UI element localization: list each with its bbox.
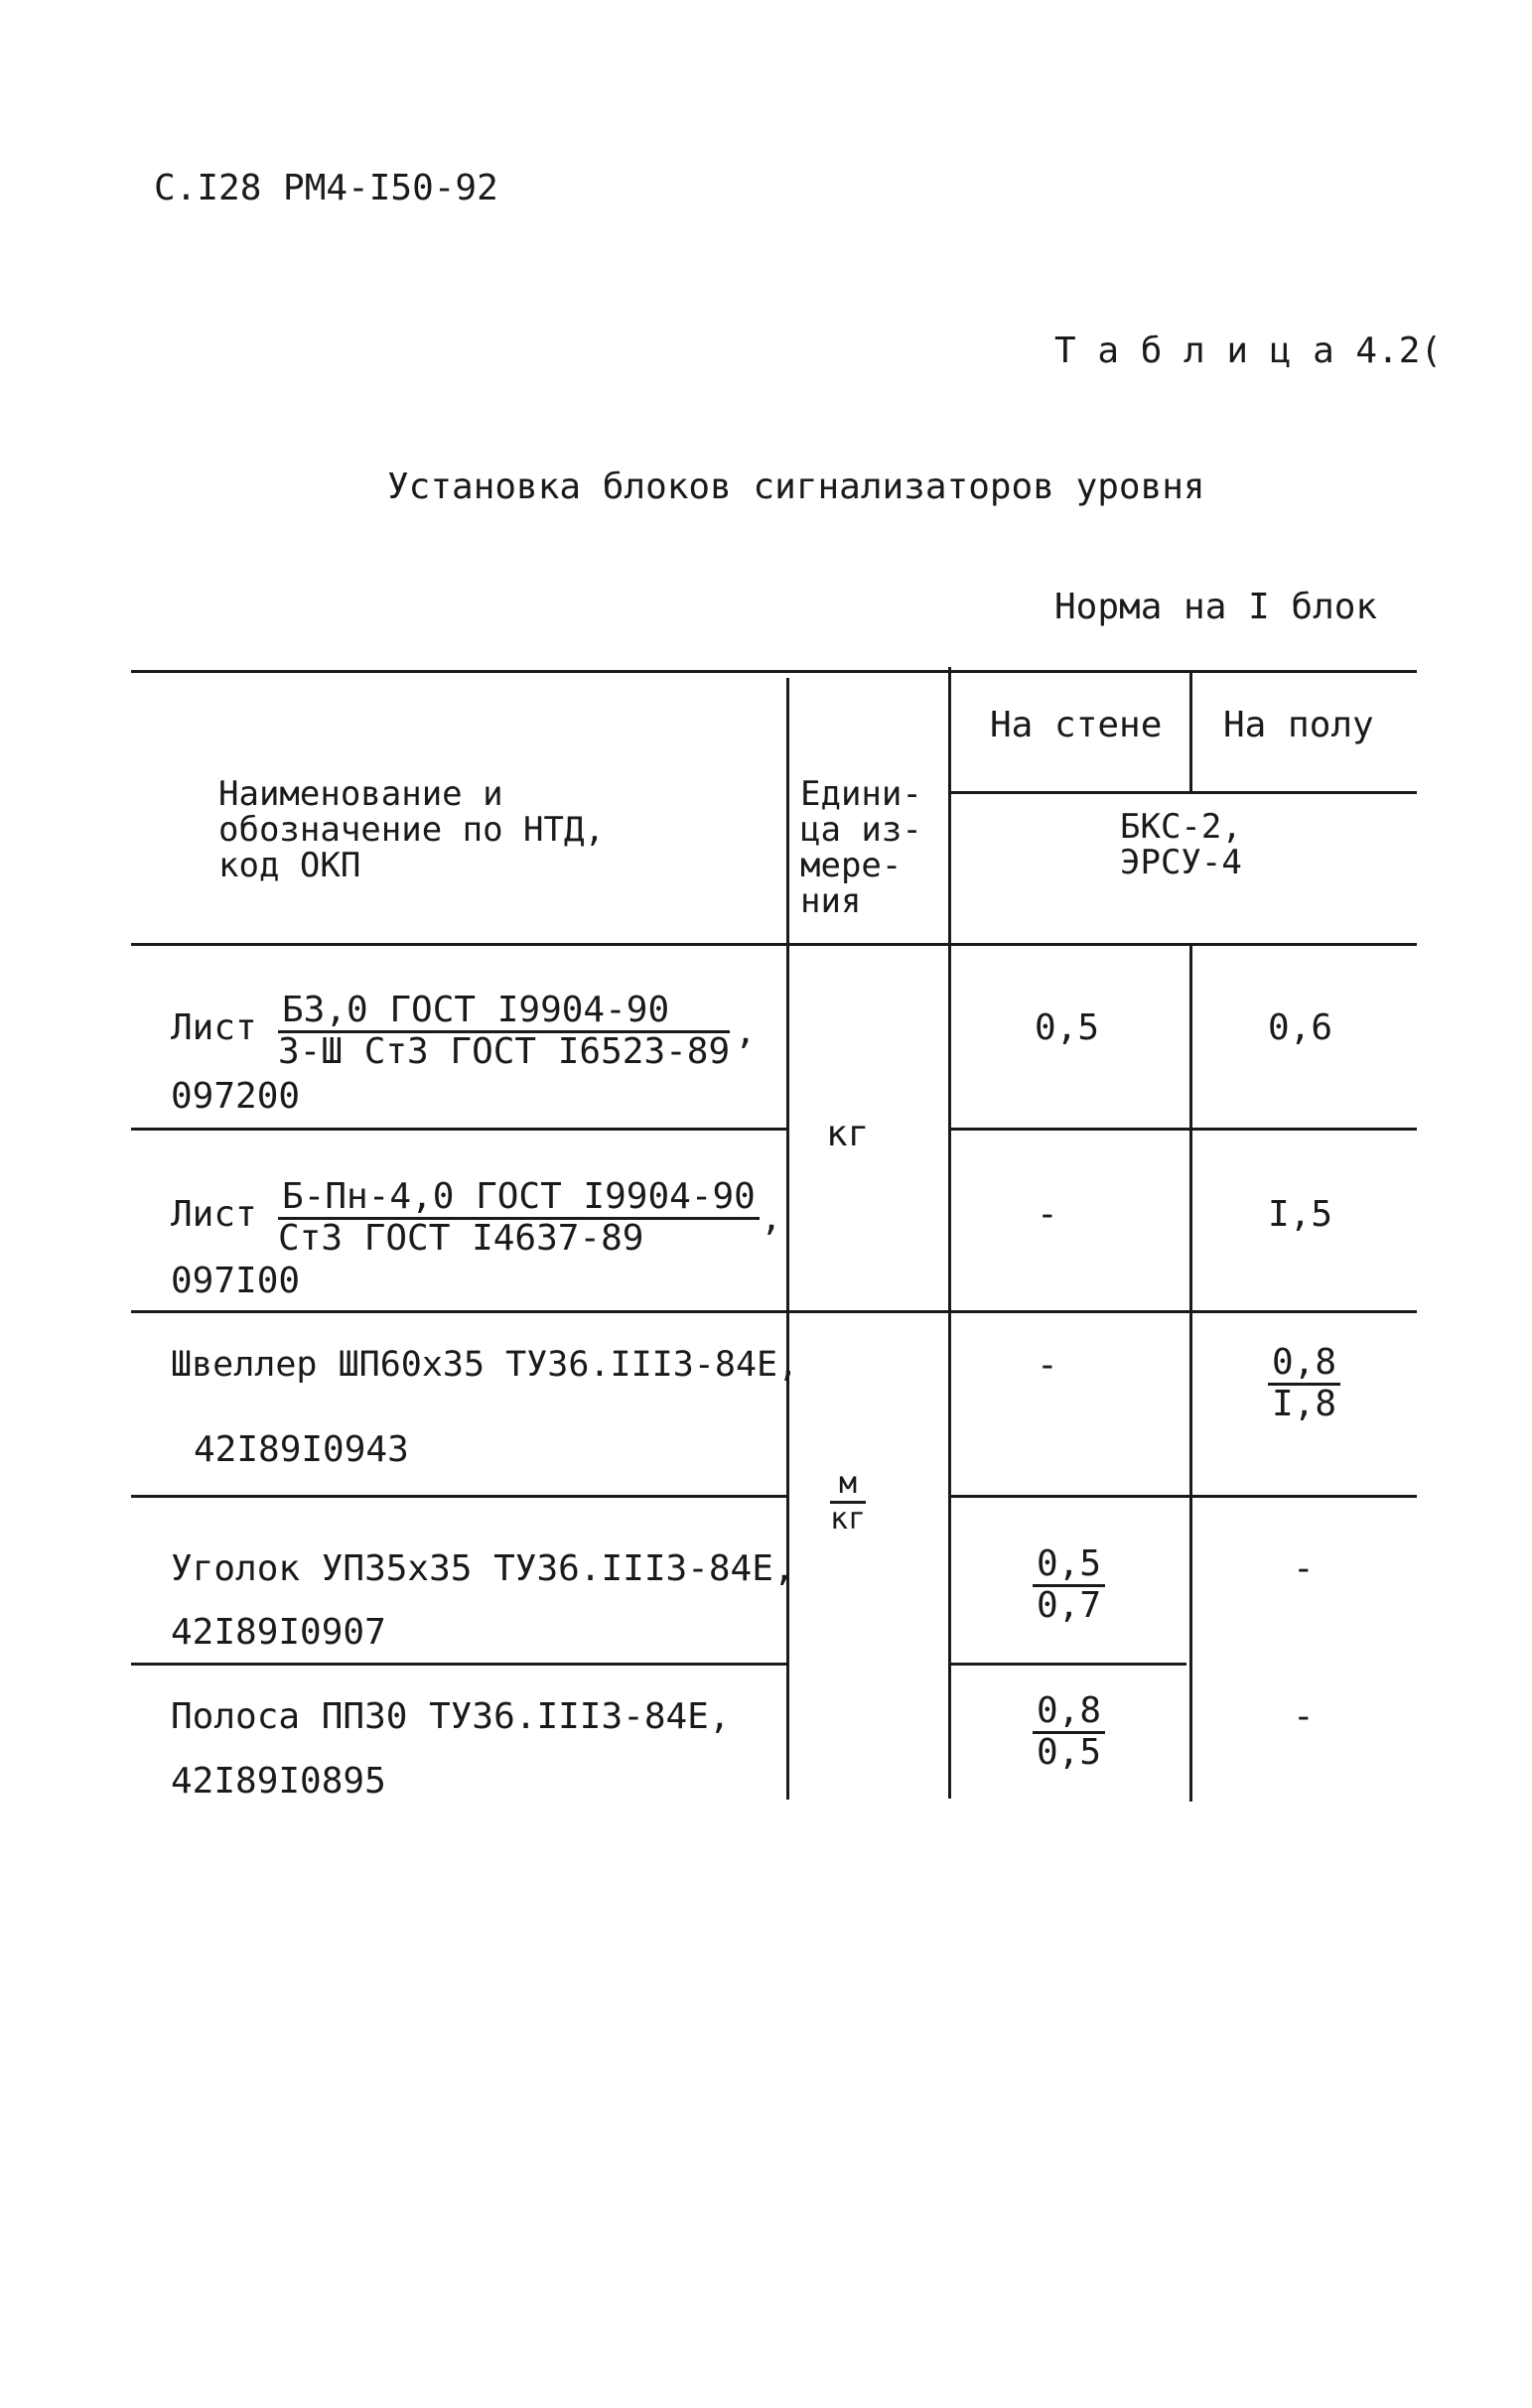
norm-label: Норма на I блок	[1054, 587, 1378, 627]
row-name-fraction: Б3,0 ГОСТ I9904-90 3-Ш Ст3 ГОСТ I6523-89	[278, 990, 731, 1072]
row-name-suffix: ,	[761, 1198, 782, 1239]
row-on-floor-value: 0,6	[1268, 1007, 1333, 1048]
row-on-floor-value: -	[1293, 1696, 1315, 1737]
row-name-prefix: Лист	[171, 1194, 257, 1235]
column-header-on-floor: На полу	[1223, 705, 1374, 745]
column-header-unit: Едини- ца из- мере- ния	[800, 774, 922, 921]
row-on-wall-fraction: $\frac{0,8}{0,5}$	[1033, 1693, 1105, 1771]
row-on-wall-value: -	[1037, 1345, 1058, 1386]
row-code: 097200	[171, 1076, 301, 1117]
row-on-floor-value: -	[1293, 1548, 1315, 1589]
row-name: Полоса ПП30 ТУ36.III3-84Е,	[171, 1696, 731, 1737]
row-on-wall-value: -	[1037, 1194, 1058, 1235]
row-on-wall-fraction: $\frac{0,5}{0,7}$	[1033, 1546, 1105, 1624]
unit-kg: кг	[826, 1114, 870, 1154]
column-header-on-wall: На стене	[990, 705, 1163, 745]
table-number: Т а б л и ц а 4.2(	[1054, 331, 1443, 371]
row-name: Швеллер ШП60х35 ТУ36.III3-84Е,	[171, 1345, 799, 1385]
row-name-suffix: ,	[735, 1011, 757, 1052]
column-header-blocks: БКС-2, ЭРСУ-4	[1120, 807, 1242, 882]
row-on-floor-value: I,5	[1268, 1194, 1333, 1235]
unit-m-per-kg: м кг	[830, 1466, 867, 1537]
row-code: 42I89I0943	[194, 1429, 409, 1470]
row-code: 42I89I0895	[171, 1761, 386, 1802]
row-name-prefix: Лист	[171, 1007, 257, 1048]
table-title: Установка блоков сигнализаторов уровня	[387, 467, 1205, 507]
row-code: 097I00	[171, 1261, 301, 1301]
row-name-fraction: Б-Пн-4,0 ГОСТ I9904-90 Ст3 ГОСТ I4637-89	[278, 1179, 760, 1257]
row-on-floor-fraction: $\frac{0,8}{I,8}$	[1268, 1345, 1340, 1422]
row-name: Уголок УП35х35 ТУ36.III3-84Е,	[171, 1548, 795, 1589]
row-on-wall-value: 0,5	[1035, 1007, 1100, 1048]
page-reference: С.I28 РМ4-I50-92	[154, 168, 498, 208]
row-code: 42I89I0907	[171, 1612, 386, 1653]
column-header-name: Наименование и обозначение по НТД, код ОКП	[218, 774, 605, 885]
